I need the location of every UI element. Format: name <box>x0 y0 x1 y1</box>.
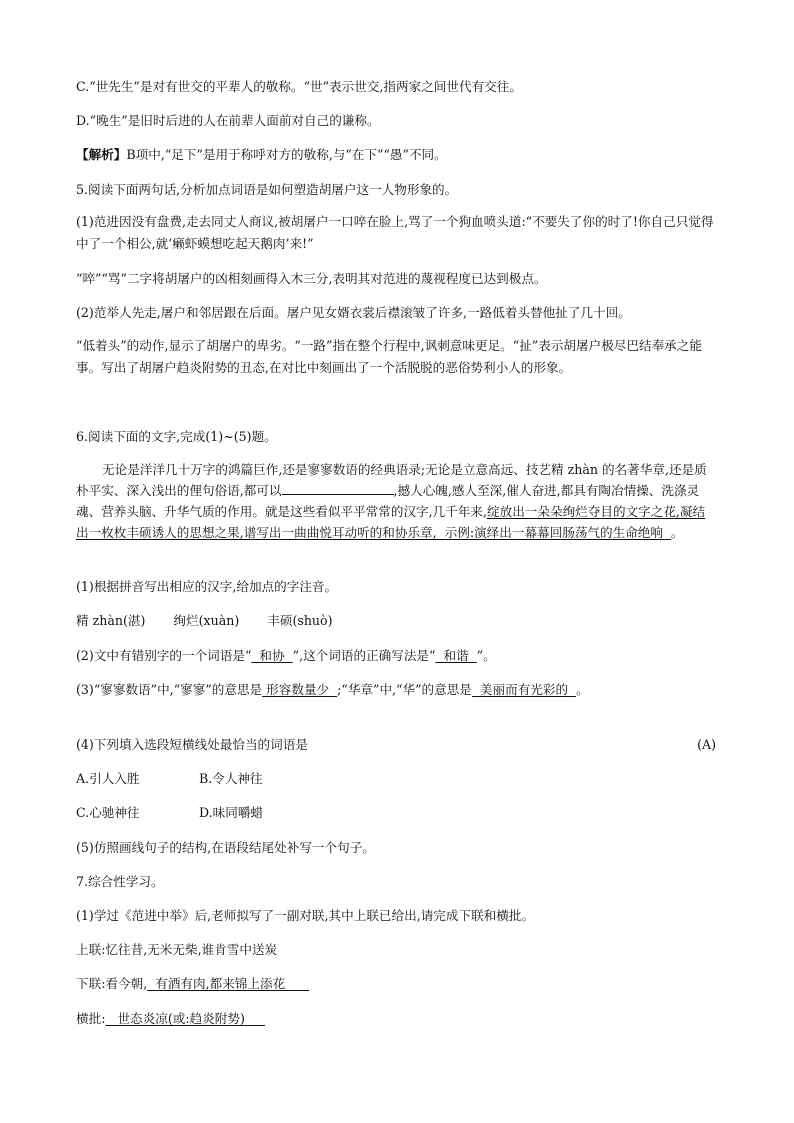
q6-part-4: (4)下列填入选段短横线处最恰当的词语是 <box>76 737 308 752</box>
q6-3-answer-2-text: 美丽而有光彩的 <box>479 682 569 697</box>
option-b: B.令人神往 <box>199 771 263 786</box>
options-ab <box>76 770 263 788</box>
q6-2-answer-1 <box>251 648 292 663</box>
q5-sentence-1: (1)范进因没有盘费,走去同丈人商议,被胡屠户一口啐在脸上,骂了一个狗血喷头道:“不要失了你的时了!你自己只觉得中了一个相公,就‘癞虾蟆想吃起天鹅肉’来!” <box>76 214 714 251</box>
answer-xuan: 绚烂(xuàn) <box>173 613 240 628</box>
q6-part-1-answers <box>76 612 333 630</box>
analysis-text: B项中,“足下”是用于称呼对方的敬称,与“在下”“愚”不同。 <box>126 147 447 162</box>
passage-part-a: 无论是洋洋几十万字的鸿篇巨作,还是寥寥数语的经典语录;无论是立意高远、技艺精 zhàn 的名著华章,还是质朴平实、深入浅出的俚句俗语,都可以 <box>76 462 707 498</box>
analysis-tag: 【解析】 <box>76 147 127 162</box>
question-7: 7.综合性学习。 <box>76 874 164 889</box>
option-c: C.“世先生”是对有世交的平辈人的敬称。“世”表示世交,指两家之间世代有交往。 <box>76 79 522 94</box>
passage-underlined: 绽放出一朵朵绚烂夺目的文字之花,凝结出一枚枚丰硕诱人的思想之果,谱写出一曲曲悦耳动听的和协乐章, <box>76 504 706 540</box>
option-a: A.引人入胜 <box>76 771 140 786</box>
q6-2-answer-2 <box>435 648 476 663</box>
couplet-horizontal-answer <box>105 1011 264 1026</box>
couplet-lower <box>76 975 309 993</box>
passage-part-b: ,撼人心魄,感人至深,催人奋进,都具有陶冶情操、洗涤灵魂、营养头脑、升华气质的作用。就是这些看似平平常常的汉字,几千年来, <box>76 483 700 519</box>
couplet-upper: 上联:忆往昔,无米无柴,谁肯雪中送炭 <box>76 942 278 957</box>
passage-example-text: 示例:演绎出一幕幕回肠荡气的生命绝响 <box>444 525 663 540</box>
q6-2-middle: ”,这个词语的正确写法是“ <box>292 648 436 663</box>
q6-3-middle: ;“华章”中,“华”的意思是 <box>337 682 472 697</box>
q7-part-1: (1)学过《范进中举》后,老师拟写了一副对联,其中上联已给出,请完成下联和横批。 <box>76 908 535 923</box>
q6-3-end: 。 <box>576 682 589 697</box>
question-5: 5.阅读下面两句话,分析加点词语是如何塑造胡屠户这一人物形象的。 <box>76 182 458 197</box>
answer-zhan: 精 zhàn(湛) <box>76 613 146 628</box>
q6-3-answer-1-text: 形容数量少 <box>266 682 330 697</box>
passage-blank <box>282 482 394 495</box>
q6-3-answer-1 <box>262 682 337 697</box>
passage <box>76 459 716 543</box>
couplet-lower-answer-text: 有酒有肉,都来锦上添花 <box>155 976 286 991</box>
q6-2-answer-1-text: 和协 <box>259 648 285 663</box>
q6-2-answer-2-text: 和谐 <box>443 648 469 663</box>
q6-part-3 <box>76 681 589 699</box>
q5-sentence-2: (2)范举人先走,屠户和邻居跟在后面。屠户见女婿衣裳后襟滚皱了许多,一路低着头替他扯了几十回。 <box>76 305 631 320</box>
q6-part-4-answer: (A) <box>697 737 716 752</box>
passage-end: 。 <box>671 525 684 540</box>
option-c2: C.心驰神往 <box>76 805 140 820</box>
q6-2-end: ”。 <box>476 648 496 663</box>
couplet-lower-answer <box>147 976 309 991</box>
question-6: 6.阅读下面的文字,完成(1)~(5)题。 <box>76 429 277 444</box>
passage-example <box>437 525 671 540</box>
analysis <box>76 146 447 164</box>
couplet-horizontal-answer-text: 世态炎凉(或:趋炎附势) <box>117 1011 245 1026</box>
options-cd <box>76 804 263 822</box>
q5-answer-1: “啐”“骂”二字将胡屠户的凶相刻画得入木三分,表明其对范进的蔑视程度已达到极点。 <box>76 271 547 286</box>
couplet-horizontal <box>76 1010 265 1028</box>
option-d2: D.味同嚼蜡 <box>199 805 264 820</box>
q5-answer-2: “低着头”的动作,显示了胡屠户的卑劣。“一路”指在整个行程中,讽刺意味更足。“扯”表示胡屠户极尽巴结奉承之能事。写出了胡屠户趋炎附势的丑态,在对比中刻画出了一个活脱脱的恶俗势利小人的形象。 <box>76 338 702 375</box>
q6-3-prefix: (3)“寥寥数语”中,“寥寥”的意思是 <box>76 682 263 697</box>
q6-3-answer-2 <box>472 682 576 697</box>
option-d: D.“晚生”是旧时后进的人在前辈人面前对自己的谦称。 <box>76 113 380 128</box>
couplet-horizontal-prefix: 横批: <box>76 1011 106 1026</box>
q6-part-1: (1)根据拼音写出相应的汉字,给加点的字注音。 <box>76 579 338 594</box>
answer-shuo: 丰硕(shuò) <box>267 613 333 628</box>
q6-2-prefix: (2)文中有错别字的一个词语是“ <box>76 648 252 663</box>
q6-part-5: (5)仿照画线句子的结构,在语段结尾处补写一个句子。 <box>76 840 375 855</box>
q6-part-2 <box>76 647 496 665</box>
couplet-lower-prefix: 下联:看今朝, <box>76 976 148 991</box>
